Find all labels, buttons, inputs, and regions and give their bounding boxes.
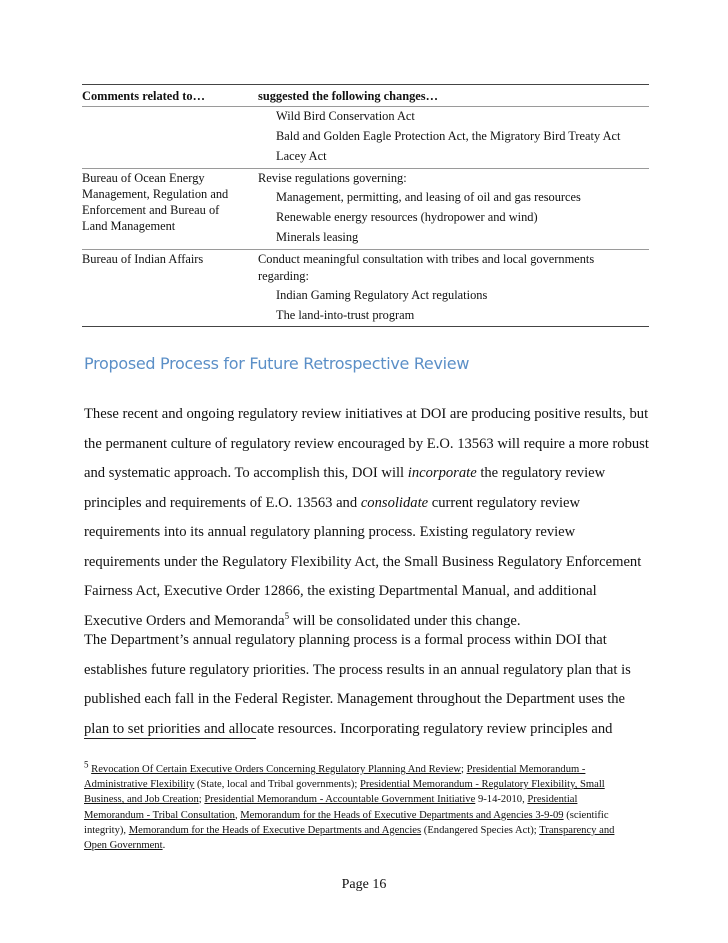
footnote-link[interactable]: Presidential	[527, 794, 578, 806]
footnote-link[interactable]: Presidential Memorandum - Accountable Government Initiative	[204, 794, 476, 806]
footnote-link[interactable]: Administrative Flexibility	[84, 779, 195, 791]
list-item: Minerals leasing	[276, 230, 359, 244]
page-number: Page 16	[341, 877, 387, 892]
footnote-link[interactable]: Open Government	[84, 840, 163, 852]
body-paragraph: The Department’s annual regulatory planning process is a formal process within DOI that establishes future regulatory priorities. The process results in an annual regulatory plan that is published each fall in the Federal Register. Management throughout the Department uses the plan to set priorities and allocate resources. Incorporating regulatory review principles and	[84, 632, 631, 737]
agency-cell: Bureau of Indian Affairs	[82, 252, 204, 266]
section-heading: Proposed Process for Future Retrospective Review	[84, 354, 470, 373]
table-bottom-rule	[82, 326, 649, 327]
footnote-link[interactable]: Revocation Of Certain Executive Orders Concerning Regulatory Planning And Review	[91, 764, 461, 775]
changes-lead: Conduct meaningful consultation with tribes and local governments regarding:	[258, 252, 595, 283]
changes-lead: Revise regulations governing:	[258, 171, 407, 185]
regulation-comments-table	[82, 84, 649, 326]
list-item: Indian Gaming Regulatory Act regulations	[276, 288, 488, 302]
table-row	[82, 249, 649, 326]
list-item: Management, permitting, and leasing of oil and gas resources	[276, 190, 581, 204]
list-item: Lacey Act	[276, 149, 327, 163]
footnote-link[interactable]: Transparency and	[539, 824, 615, 836]
table-row	[82, 168, 649, 249]
list-item: The land-into-trust program	[276, 308, 415, 322]
table-header-row	[82, 84, 649, 106]
footnote-link[interactable]: Memorandum for the Heads of Executive Departments and Agencies 3-9-09	[240, 809, 564, 821]
footnote-link[interactable]: Presidential Memorandum -	[466, 764, 586, 775]
header-suggested-changes: suggested the following changes…	[258, 89, 439, 103]
footnote-separator	[84, 738, 256, 739]
list-item: Wild Bird Conservation Act	[276, 109, 415, 123]
list-item: Renewable energy resources (hydropower and wind)	[276, 210, 538, 224]
body-paragraph: These recent and ongoing regulatory review initiatives at DOI are producing positive results, but the permanent culture of regulatory review encouraged by E.O. 13563 will require a more robust and systematic approach. To accomplish this, DOI will incorporate the regulatory review principles and requirements of E.O. 13563 and consolidate current regulatory review requirements into its annual regulatory planning process. Existing regulatory review requirements under the Regulatory Flexibility Act, the Small Business Regulatory Enforcement Fairness Act, Executive Order 12866, the existing Departmental Manual, and additional Executive Orders and Memoranda$^5$ will be consolidated under this change.	[84, 406, 649, 629]
table-row	[82, 106, 649, 168]
footnote-link[interactable]: Business, and Job Creation	[84, 794, 199, 806]
footnote-link[interactable]: Presidential Memorandum - Regulatory Flexibility, Small	[360, 779, 605, 791]
header-comments-related: Comments related to…	[82, 89, 205, 103]
footnote: $^5$ Revocation Of Certain Executive Orders Concerning Regulatory Planning And Review; Presidential Memorandum - Administrative Flexibility (State, local and Tribal governments); Presidential Memorandum - Regulatory Flexibility, Small Business, and Job Creation; Presidential Memorandum - Accountable Government Initiative 9-14-2010, Presidential Memorandum - Tribal Consultation, Memorandum for the Heads of Executive Departments and Agencies 3-9-09 (scientific integrity), Memorandum for the Heads of Executive Departments and Agencies (Endangered Species Act); Transparency and Open Government.	[84, 759, 615, 852]
footnote-link[interactable]: Memorandum - Tribal Consultation	[84, 809, 235, 821]
footnote-number: 5	[84, 759, 89, 770]
list-item: Bald and Golden Eagle Protection Act, the Migratory Bird Treaty Act	[276, 129, 621, 143]
footnote-reference: 5	[284, 610, 290, 621]
footnote-link[interactable]: Memorandum for the Heads of Executive Departments and Agencies	[128, 824, 422, 836]
agency-cell: Bureau of Ocean Energy Management, Regulation and Enforcement and Bureau of Land Management	[82, 171, 229, 233]
